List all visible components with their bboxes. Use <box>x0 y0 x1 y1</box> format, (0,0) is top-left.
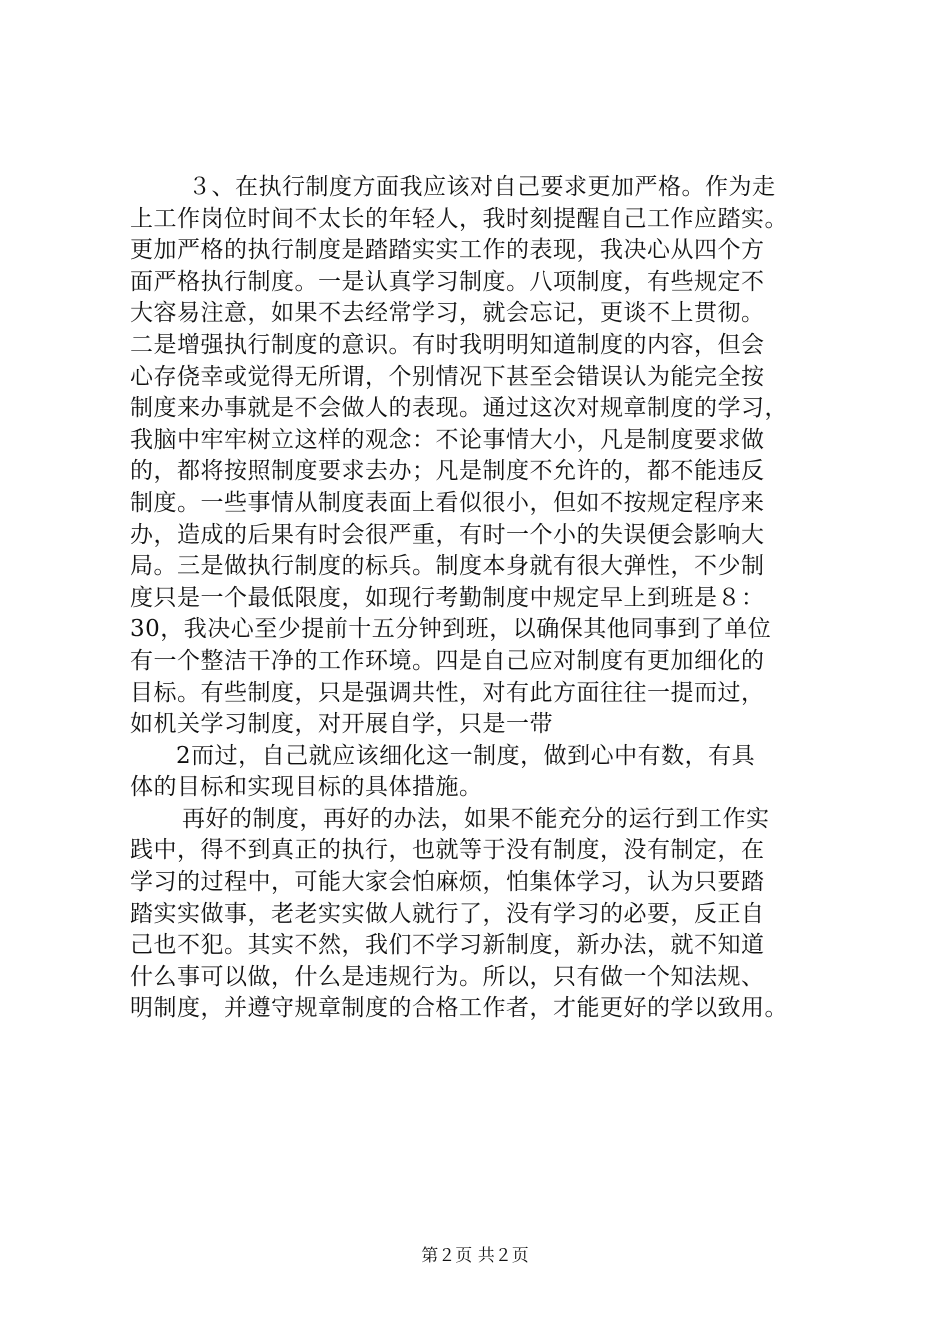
text-line: 有一个整洁干净的工作环境。四是自己应对制度有更加细化的 <box>130 647 765 674</box>
page-footer <box>0 1244 950 1268</box>
paragraph-1 <box>130 172 820 741</box>
text-line: 我脑中牢牢树立这样的观念：不论事情大小，凡是制度要求做 <box>130 426 765 453</box>
text-line: 什么事可以做，什么是违规行为。所以，只有做一个知法规、 <box>130 963 765 990</box>
text-line: 面严格执行制度。一是认真学习制度。八项制度，有些规定不 <box>130 268 765 295</box>
text-line: 大容易注意，如果不去经常学习，就会忘记，更谈不上贯彻。 <box>130 300 765 327</box>
text-line: 局。三是做执行制度的标兵。制度本身就有很大弹性，不少制 <box>130 553 765 580</box>
text-line: 践中，得不到真正的执行，也就等于没有制度，没有制定，在 <box>130 837 765 864</box>
text-line: 再好的制度，再好的办法，如果不能充分的运行到工作实 <box>182 805 770 832</box>
text-line: 如机关学习制度，对开展自学，只是一带 <box>130 711 553 738</box>
text-line: 30，我决心至少提前十五分钟到班，以确保其他同事到了单位 <box>130 616 772 643</box>
text-line: 的，都将按照制度要求去办；凡是制度不允许的，都不能违反 <box>130 458 765 485</box>
text-line: ３、在执行制度方面我应该对自己要求更加严格。作为走 <box>188 174 776 200</box>
text-line: 体的目标和实现目标的具体措施。 <box>130 774 483 801</box>
text-line: 学习的过程中，可能大家会怕麻烦，怕集体学习，认为只要踏 <box>130 869 765 896</box>
text-line: 心存侥幸或觉得无所谓，个别情况下甚至会错误认为能完全按 <box>130 363 765 390</box>
text-line: 2而过，自己就应该细化这一制度，做到心中有数，有具 <box>176 742 756 769</box>
text-line: 己也不犯。其实不然，我们不学习新制度，新办法，就不知道 <box>130 932 765 959</box>
text-line: 踏实实做事，老老实实做人就行了，没有学习的必要，反正自 <box>130 900 765 927</box>
page-number: 第２页 共２页 <box>421 1246 529 1266</box>
text-line: 上工作岗位时间不太长的年轻人，我时刻提醒自己工作应踏实。 <box>130 205 788 232</box>
paragraph-3 <box>130 804 820 1025</box>
text-line: 更加严格的执行制度是踏踏实实工作的表现，我决心从四个方 <box>130 237 765 264</box>
text-line: 度只是一个最低限度，如现行考勤制度中规定早上到班是８： <box>130 584 765 611</box>
paragraph-2 <box>130 741 820 804</box>
text-line: 明制度，并遵守规章制度的合格工作者，才能更好的学以致用。 <box>130 995 788 1022</box>
document-body <box>130 172 820 1025</box>
text-line: 制度来办事就是不会做人的表现。通过这次对规章制度的学习， <box>130 395 788 422</box>
text-line: 二是增强执行制度的意识。有时我明明知道制度的内容，但会 <box>130 331 765 358</box>
text-line: 办，造成的后果有时会很严重，有时一个小的失误便会影响大 <box>130 521 765 548</box>
text-line: 目标。有些制度，只是强调共性，对有此方面往往一提而过， <box>130 679 765 706</box>
text-line: 制度。一些事情从制度表面上看似很小，但如不按规定程序来 <box>130 489 765 516</box>
